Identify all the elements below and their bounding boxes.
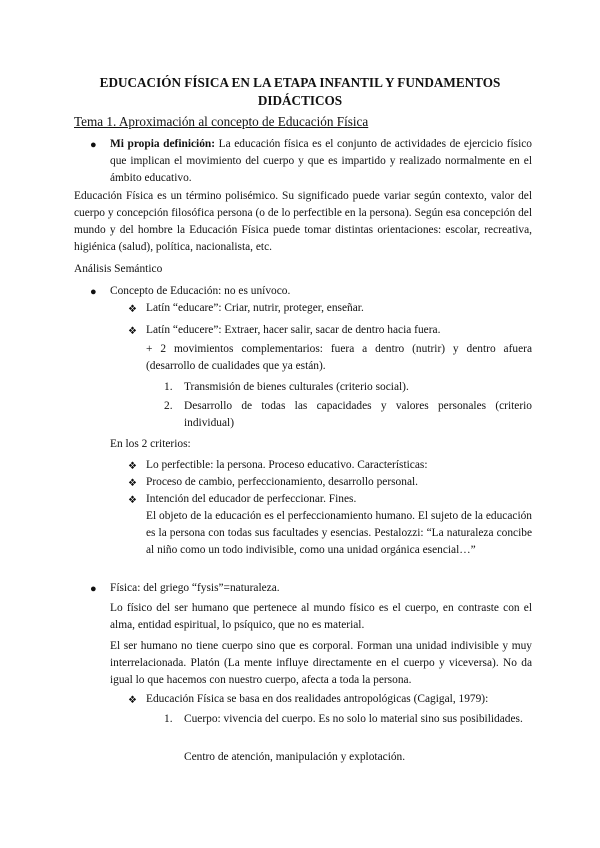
analysis-heading: Análisis Semántico [74,263,163,275]
criterion-individual: Desarrollo de todas las capacidades y valores personales (criterio individual) [184,400,532,429]
definition-label: Mi propia definición: [110,138,216,150]
bullet-icon: ● [90,583,97,595]
body-item: Cuerpo: vivencia del cuerpo. Es no solo lo material sino sus posibilidades. [184,713,523,725]
criteria-item: Lo perfectible: la persona. Proceso educativo. Características: [146,459,428,471]
criteria-intro: En los 2 criterios: [110,438,191,450]
latin-educere: Latín “educere”: Extraer, hacer salir, sacar de dentro hacia fuera. [146,324,441,336]
section-heading: Tema 1. Aproximación al concepto de Educación Física [74,114,369,129]
diamond-bullet-icon: ❖ [128,304,137,315]
pe-basis-item: Educación Física se basa en dos realidades antropológicas (Cagigal, 1979): [146,693,489,705]
criteria-item: Proceso de cambio, perfeccionamiento, desarrollo personal. [146,476,419,488]
definition-text: La educación física es el conjunto de actividades de ejercicio físico que implican el movimiento del cuerpo y que es impartido y realizado normalmente en el ámbito educativo. [110,138,532,184]
list-number: 2. [164,400,173,412]
attention-item: Centro de atención, manipulación y explotación. [184,751,406,763]
diamond-bullet-icon: ❖ [128,695,137,706]
bullet-icon: ● [90,286,97,298]
concept-item: Concepto de Educación: no es unívoco. [110,285,291,297]
intro-paragraph: Educación Física es un término polisémico. Su significado puede variar según contexto, valor del cuerpo y concepción filosófica persona (o de lo perfectible en la persona). Según esa concepción del mundo y del hombre la Educación Física puede tomar distintas orientaciones: escolar, recreativa, higiénica (salud), política, nacionalista, etc. [74,190,532,253]
list-number: 1. [164,381,173,393]
latin-educare: Latín “educare”: Criar, nutrir, proteger, enseñar. [146,302,364,314]
criterion-social: Transmisión de bienes culturales (criterio social). [184,381,409,393]
definition-paragraph [110,136,532,187]
human-paragraph: El ser humano no tiene cuerpo sino que es corporal. Forman una unidad indivisible y muy interrelacionada. Platón (La mente influye directamente en el cuerpo y viceversa). No da igual lo que hacemos con nuestro cuerpo, afecta a toda la persona. [110,640,532,686]
document-title: EDUCACIÓN FÍSICA EN LA ETAPA INFANTIL Y FUNDAMENTOS DIDÁCTICOS [99,75,501,108]
physical-paragraph: Lo físico del ser humano que pertenece al mundo físico es el cuerpo, en contraste con el alma, entidad espiritual, lo psíquico, que no es material. [110,602,532,631]
bullet-icon: ● [90,139,97,151]
diamond-bullet-icon: ❖ [128,495,137,506]
education-object-paragraph: El objeto de la educación es el perfeccionamiento humano. El sujeto de la educación es la persona con todas sus facultades y esencias. Pestalozzi: “La naturaleza concibe al niño como un todo indivisible, como una unidad orgánica esencial…” [146,510,532,556]
movements-paragraph: + 2 movimientos complementarios: fuera a dentro (nutrir) y dentro afuera (desarrollo de cualidades que ya están). [146,343,532,372]
diamond-bullet-icon: ❖ [128,326,137,337]
physics-item: Física: del griego “fysis”=naturaleza. [110,582,280,594]
diamond-bullet-icon: ❖ [128,478,137,489]
criteria-item: Intención del educador de perfeccionar. Fines. [146,493,357,505]
diamond-bullet-icon: ❖ [128,461,137,472]
list-number: 1. [164,713,173,725]
